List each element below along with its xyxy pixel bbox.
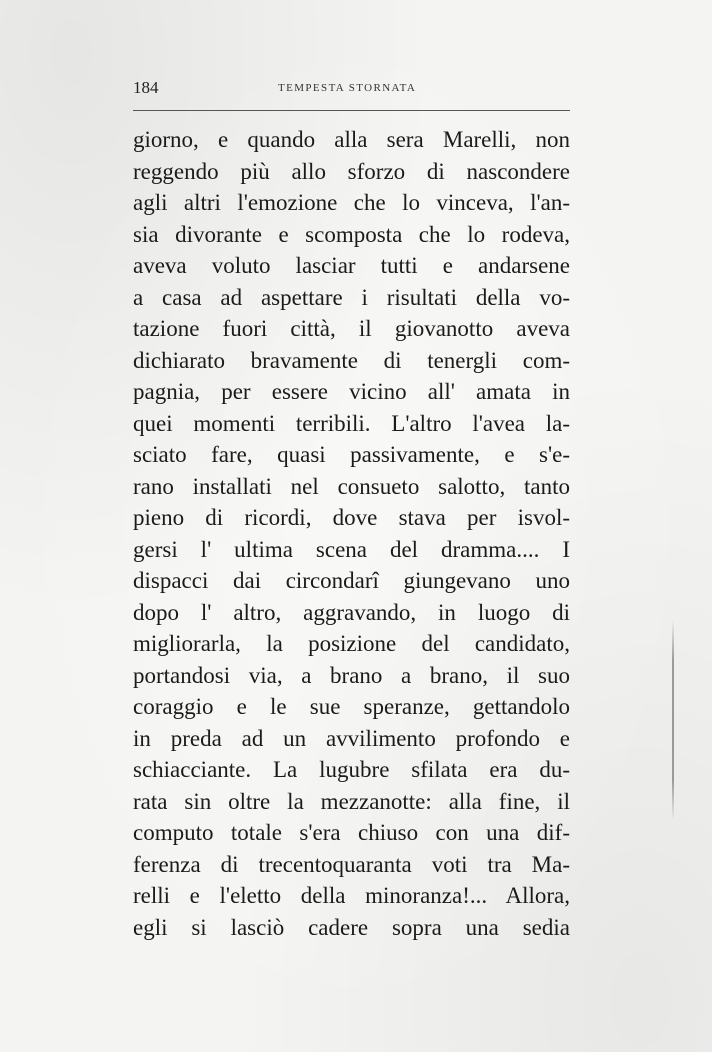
text-line: dispacci dai circondarî giungevano uno <box>133 568 570 593</box>
text-line: giorno, e quando alla sera Marelli, non <box>133 127 570 152</box>
text-line: pieno di ricordi, dove stava per isvol- <box>133 505 570 530</box>
text-line: pagnia, per essere vicino all' amata in <box>133 379 570 404</box>
text-line: rata sin oltre la mezzanotte: alla fine, il <box>133 788 570 814</box>
text-line: computo totale s'era chiuso con una dif- <box>133 820 570 845</box>
body-text <box>133 124 570 943</box>
text-line: rano installati nel consueto salotto, tanto <box>133 473 570 499</box>
text-line: sia divorante e scomposta che lo rodeva, <box>133 221 570 247</box>
text-line: dichiarato bravamente di tenergli com- <box>133 347 570 373</box>
page-number: 184 <box>133 78 159 97</box>
header-rule <box>133 110 570 111</box>
text-line: a casa ad aspettare i risultati della vo- <box>133 284 570 310</box>
text-line: gersi l' ultima scena del dramma.... I <box>133 536 570 562</box>
text-line: aveva voluto lasciar tutti e andarsene <box>133 253 570 278</box>
text-line: coraggio e le sue speranze, gettandolo <box>133 694 570 719</box>
text-line: tazione fuori città, il giovanotto aveva <box>133 316 570 341</box>
text-line: in preda ad un avvilimento profondo e <box>133 725 570 751</box>
text-line: agli altri l'emozione che lo vinceva, l'an- <box>133 190 570 215</box>
text-line: portandosi via, a brano a brano, il suo <box>133 662 570 688</box>
text-line: ferenza di trecentoquaranta voti tra Ma- <box>133 851 570 877</box>
text-line: sciato fare, quasi passivamente, e s'e- <box>133 442 570 467</box>
text-line: relli e l'eletto della minoranza!... Allora, <box>133 883 570 908</box>
text-line: egli si lasciò cadere sopra una sedia <box>133 914 570 940</box>
text-line: reggendo più allo sforzo di nascondere <box>133 158 570 184</box>
margin-pencil-mark <box>672 620 674 820</box>
running-title: TEMPESTA STORNATA <box>278 82 417 94</box>
text-line: quei momenti terribili. L'altro l'avea la- <box>133 410 570 436</box>
running-head <box>133 78 573 100</box>
text-line: dopo l' altro, aggravando, in luogo di <box>133 599 570 625</box>
text-line: migliorarla, la posizione del candidato, <box>133 631 570 656</box>
text-line: schiacciante. La lugubre sfilata era du- <box>133 757 570 782</box>
